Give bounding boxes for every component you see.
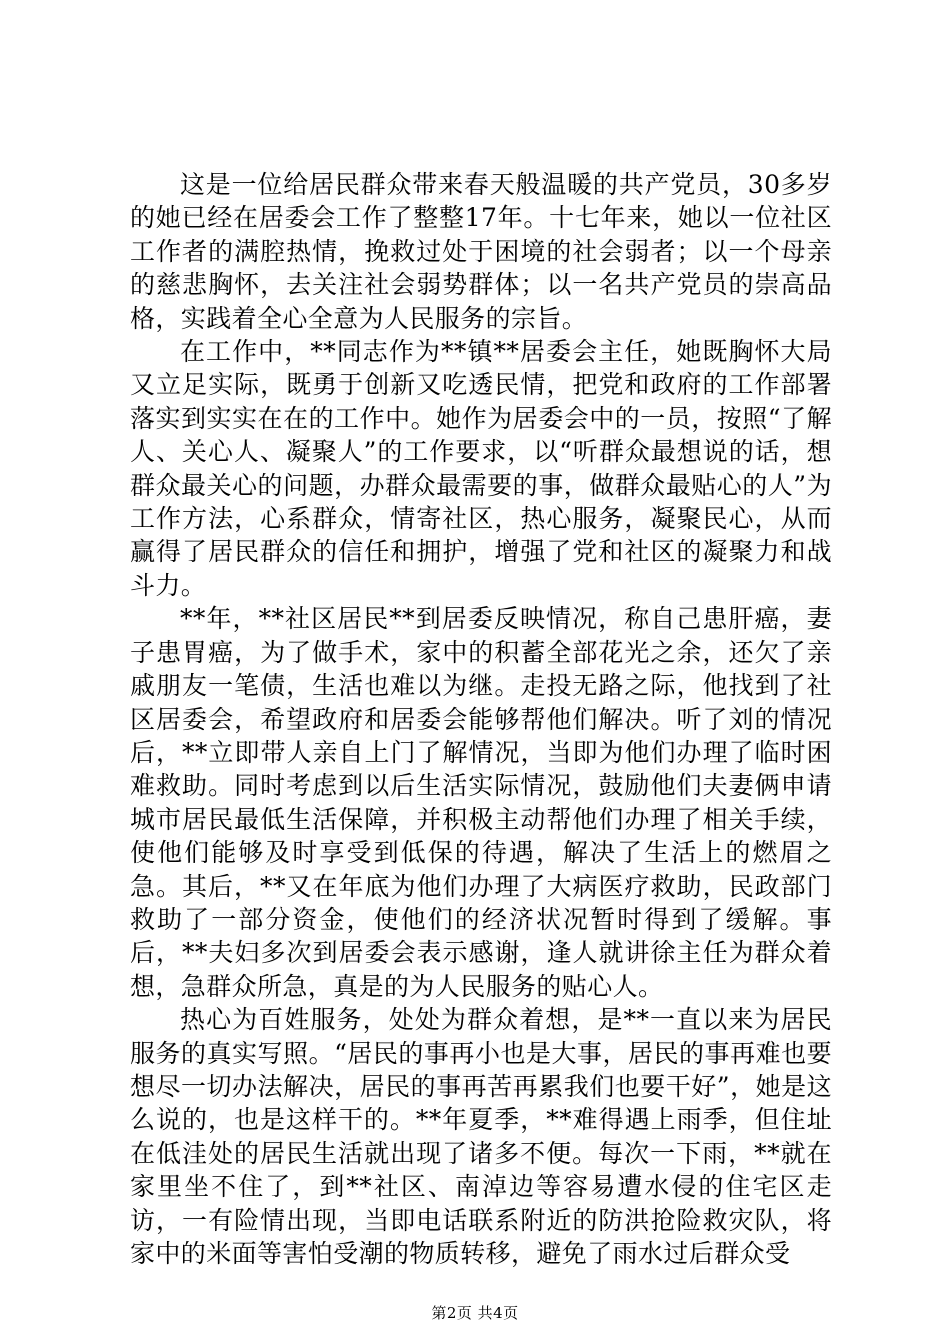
- paragraph-4: 热心为百姓服务，处处为群众着想，是**一直以来为居民服务的真实写照。“居民的事再小也是大事，居民的事再难也要想尽一切办法解决，居民的事再苦再累我们也要干好”，她是这么说的，也是这样干的。**年夏季，**难得遇上雨季，但住址在低洼处的居民生活就出现了诸多不便。每次一下雨，**就在家里坐不住了，到**社区、南淖边等容易遭水侵的住宅区走访，一有险情出现，当即电话联系附近的防洪抢险救灾队，将家中的米面等害怕受潮的物质转移，避免了雨水过后群众受: [130, 1005, 832, 1268]
- page-footer: 第2页 共4页: [431, 1304, 519, 1322]
- paragraph-1: 这是一位给居民群众带来春天般温暖的共产党员，30多岁的她已经在居委会工作了整整17年。十七年来，她以一位社区工作者的满腔热情，挽救过处于困境的社会弱者；以一个母亲的慈悲胸怀，去关注社会弱势群体；以一名共产党员的崇高品格，实践着全心全意为人民服务的宗旨。: [130, 170, 832, 333]
- paragraph-2: 在工作中，**同志作为**镇**居委会主任，她既胸怀大局又立足实际，既勇于创新又吃透民情，把党和政府的工作部署落实到实实在在的工作中。她作为居委会中的一员，按照“了解人、关心人、凝聚人”的工作要求，以“听群众最想说的话，想群众最关心的问题，办群众最需要的事，做群众最贴心的人”为工作方法，心系群众，情寄社区，热心服务，凝聚民心，从而赢得了居民群众的信任和拥护，增强了党和社区的凝聚力和战斗力。: [130, 337, 832, 600]
- paragraph-3: **年，**社区居民**到居委反映情况，称自己患肝癌，妻子患胃癌，为了做手术，家中的积蓄全部花光之余，还欠了亲戚朋友一笔债，生活也难以为继。走投无路之际，他找到了社区居委会，希望政府和居委会能够帮他们解决。听了刘的情况后，**立即带人亲自上门了解情况，当即为他们办理了临时困难救助。同时考虑到以后生活实际情况，鼓励他们夫妻俩申请城市居民最低生活保障，并积极主动帮他们办理了相关手续，使他们能够及时享受到低保的待遇，解决了生活上的燃眉之急。其后，**又在年底为他们办理了大病医疗救助，民政部门救助了一部分资金，使他们的经济状况暂时得到了缓解。事后，**夫妇多次到居委会表示感谢，逢人就讲徐主任为群众着想，急群众所急，真是的为人民服务的贴心人。: [130, 604, 832, 1001]
- document-body: [130, 168, 832, 1270]
